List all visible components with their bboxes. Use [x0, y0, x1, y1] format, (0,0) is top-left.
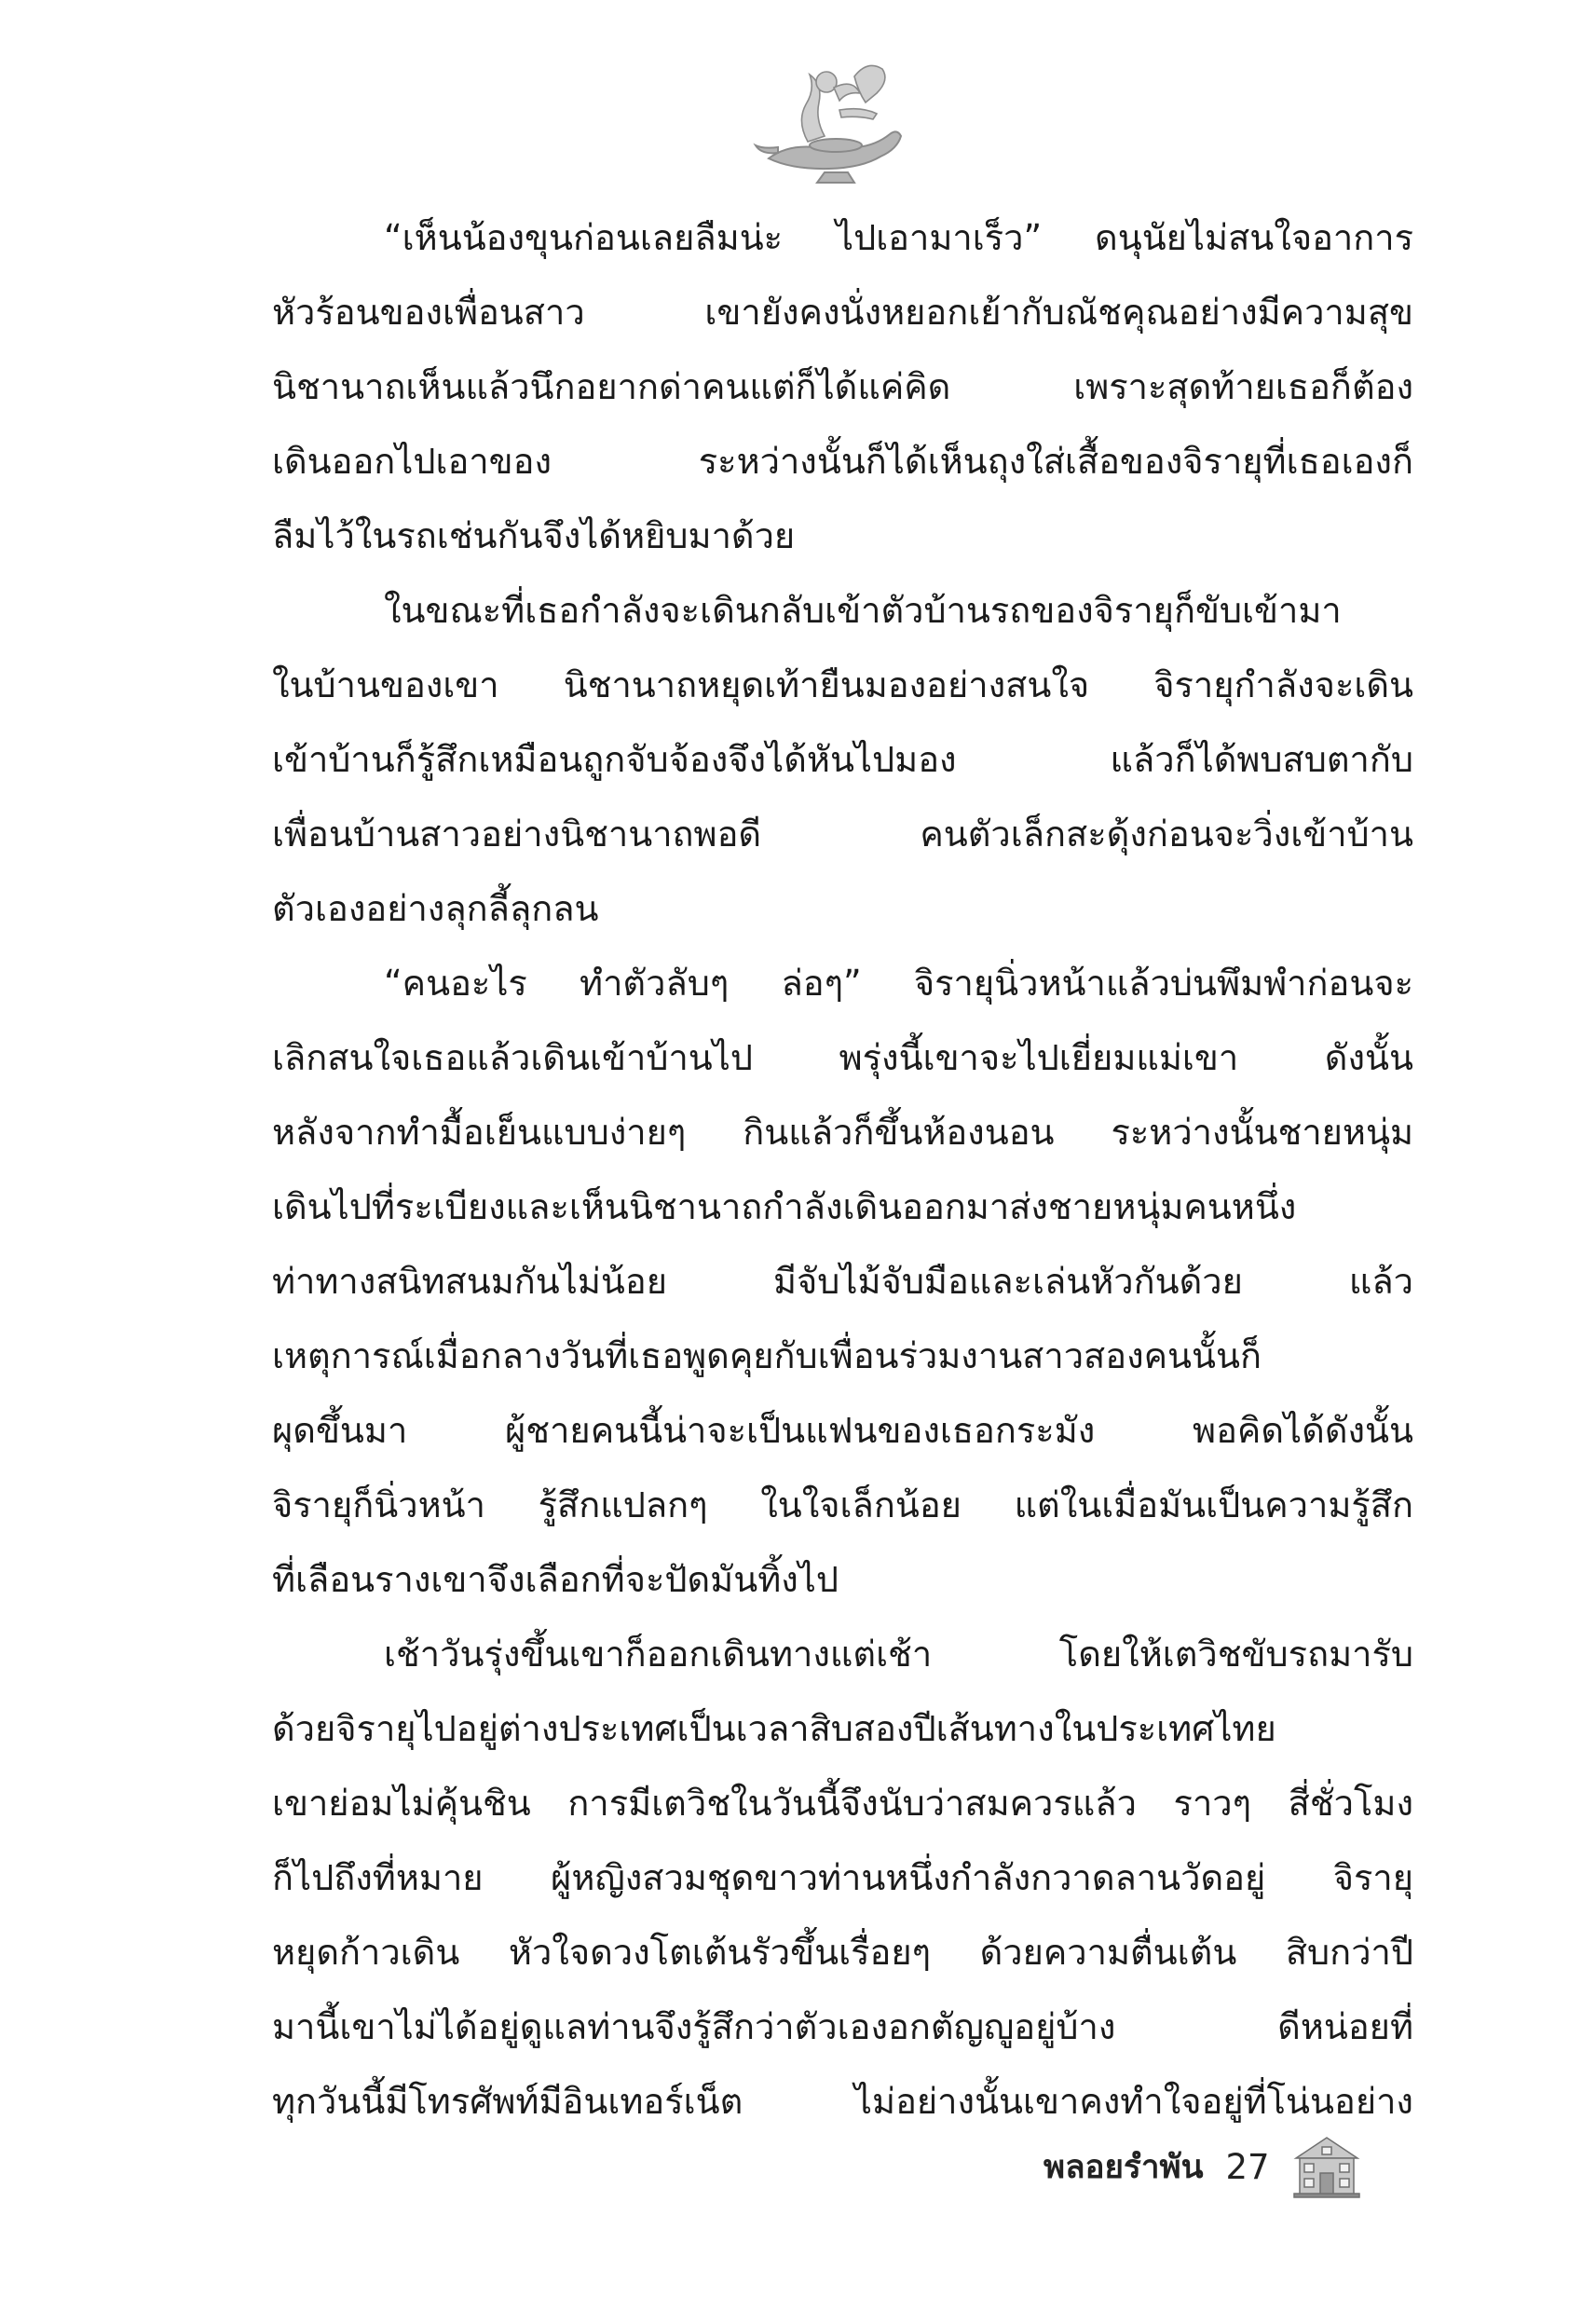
text-line: หยุดก้าวเดิน หัวใจดวงโตเต้นรัวขึ้นเรื่อยๆ ด้วยความตื่นเต้น สิบกว่าปี: [272, 1932, 1413, 1973]
text-line: เข้าบ้านก็รู้สึกเหมือนถูกจับจ้องจึงได้หันไปมอง แล้วก็ได้พบสบตากับ: [272, 739, 1413, 780]
text-line: เลิกสนใจเธอแล้วเดินเข้าบ้านไป พรุ่งนี้เขาจะไปเยี่ยมแม่เขา ดังนั้น: [272, 1037, 1413, 1078]
text-line: “คนอะไร ทำตัวลับๆ ล่อๆ” จิรายุนิ่วหน้าแล้วบ่นพึมพำก่อนจะ: [384, 963, 1413, 1004]
house-icon: [1292, 2134, 1361, 2199]
text-line: เขาย่อมไม่คุ้นชิน การมีเตวิชในวันนี้จึงนับว่าสมควรแล้ว ราวๆ สี่ชั่วโมง: [272, 1783, 1413, 1824]
text-line: เดินออกไปเอาของ ระหว่างนั้นก็ได้เห็นถุงใส่เสื้อของจิรายุที่เธอเองก็: [272, 441, 1413, 482]
text-line: ด้วยจิรายุไปอยู่ต่างประเทศเป็นเวลาสิบสองปีเส้นทางในประเทศไทย: [272, 1708, 1276, 1749]
text-line: เพื่อนบ้านสาวอย่างนิชานาถพอดี คนตัวเล็กสะดุ้งก่อนจะวิ่งเข้าบ้าน: [272, 814, 1413, 855]
text-line: ก็ไปถึงที่หมาย ผู้หญิงสวมชุดขาวท่านหนึ่งกำลังกวาดลานวัดอยู่ จิรายุ: [272, 1857, 1413, 1898]
text-line: ทุกวันนี้มีโทรศัพท์มีอินเทอร์เน็ต ไม่อย่างนั้นเขาคงทำใจอยู่ที่โน่นอย่าง: [272, 2081, 1413, 2122]
text-line: ผุดขึ้นมา ผู้ชายคนนี้น่าจะเป็นแฟนของเธอกระมัง พอคิดได้ดังนั้น: [272, 1410, 1413, 1451]
lamp-ornament-icon: [750, 56, 908, 186]
text-line: มานี้เขาไม่ได้อยู่ดูแลท่านจึงรู้สึกว่าตัวเองอกตัญญูอยู่บ้าง ดีหน่อยที่: [272, 2006, 1413, 2047]
text-line: ตัวเองอย่างลุกลี้ลุกลน: [272, 888, 599, 929]
text-line: ลืมไว้ในรถเช่นกันจึงได้หยิบมาด้วย: [272, 515, 796, 556]
text-line: จิรายุก็นิ่วหน้า รู้สึกแปลกๆ ในใจเล็กน้อย แต่ในเมื่อมันเป็นความรู้สึก: [272, 1484, 1413, 1525]
text-line: หลังจากทำมื้อเย็นแบบง่ายๆ กินแล้วก็ขึ้นห้องนอน ระหว่างนั้นชายหนุ่ม: [272, 1112, 1413, 1153]
text-line: เดินไปที่ระเบียงและเห็นนิชานาถกำลังเดินออกมาส่งชายหนุ่มคนหนึ่ง: [272, 1186, 1297, 1227]
text-line: ในขณะที่เธอกำลังจะเดินกลับเข้าตัวบ้านรถของจิรายุก็ขับเข้ามา: [384, 590, 1342, 631]
page-footer: [1044, 2134, 1361, 2199]
text-line: เหตุการณ์เมื่อกลางวันที่เธอพูดคุยกับเพื่อนร่วมงานสาวสองคนนั้นก็: [272, 1335, 1262, 1376]
text-line: เช้าวันรุ่งขึ้นเขาก็ออกเดินทางแต่เช้า โดยให้เตวิชขับรถมารับ: [384, 1634, 1413, 1675]
text-line: ในบ้านของเขา นิชานาถหยุดเท้ายืนมองอย่างสนใจ จิรายุกำลังจะเดิน: [272, 664, 1413, 705]
text-line: “เห็นน้องขุนก่อนเลยลืมน่ะ ไปเอามาเร็ว” ดนุนัยไม่สนใจอาการ: [384, 217, 1413, 258]
body-text: [272, 212, 1413, 2150]
text-line: นิชานาถเห็นแล้วนึกอยากด่าคนแต่ก็ได้แค่คิด เพราะสุดท้ายเธอก็ต้อง: [272, 366, 1413, 407]
page-number: 27: [1225, 2146, 1270, 2187]
book-title: พลอยรำพัน: [1044, 2148, 1204, 2186]
text-line: หัวร้อนของเพื่อนสาว เขายังคงนั่งหยอกเย้ากับณัชคุณอย่างมีความสุข: [272, 292, 1413, 333]
text-line: ท่าทางสนิทสนมกันไม่น้อย มีจับไม้จับมือและเล่นหัวกันด้วย แล้ว: [272, 1261, 1413, 1302]
text-line: ที่เลือนรางเขาจึงเลือกที่จะปัดมันทิ้งไป: [272, 1559, 839, 1600]
